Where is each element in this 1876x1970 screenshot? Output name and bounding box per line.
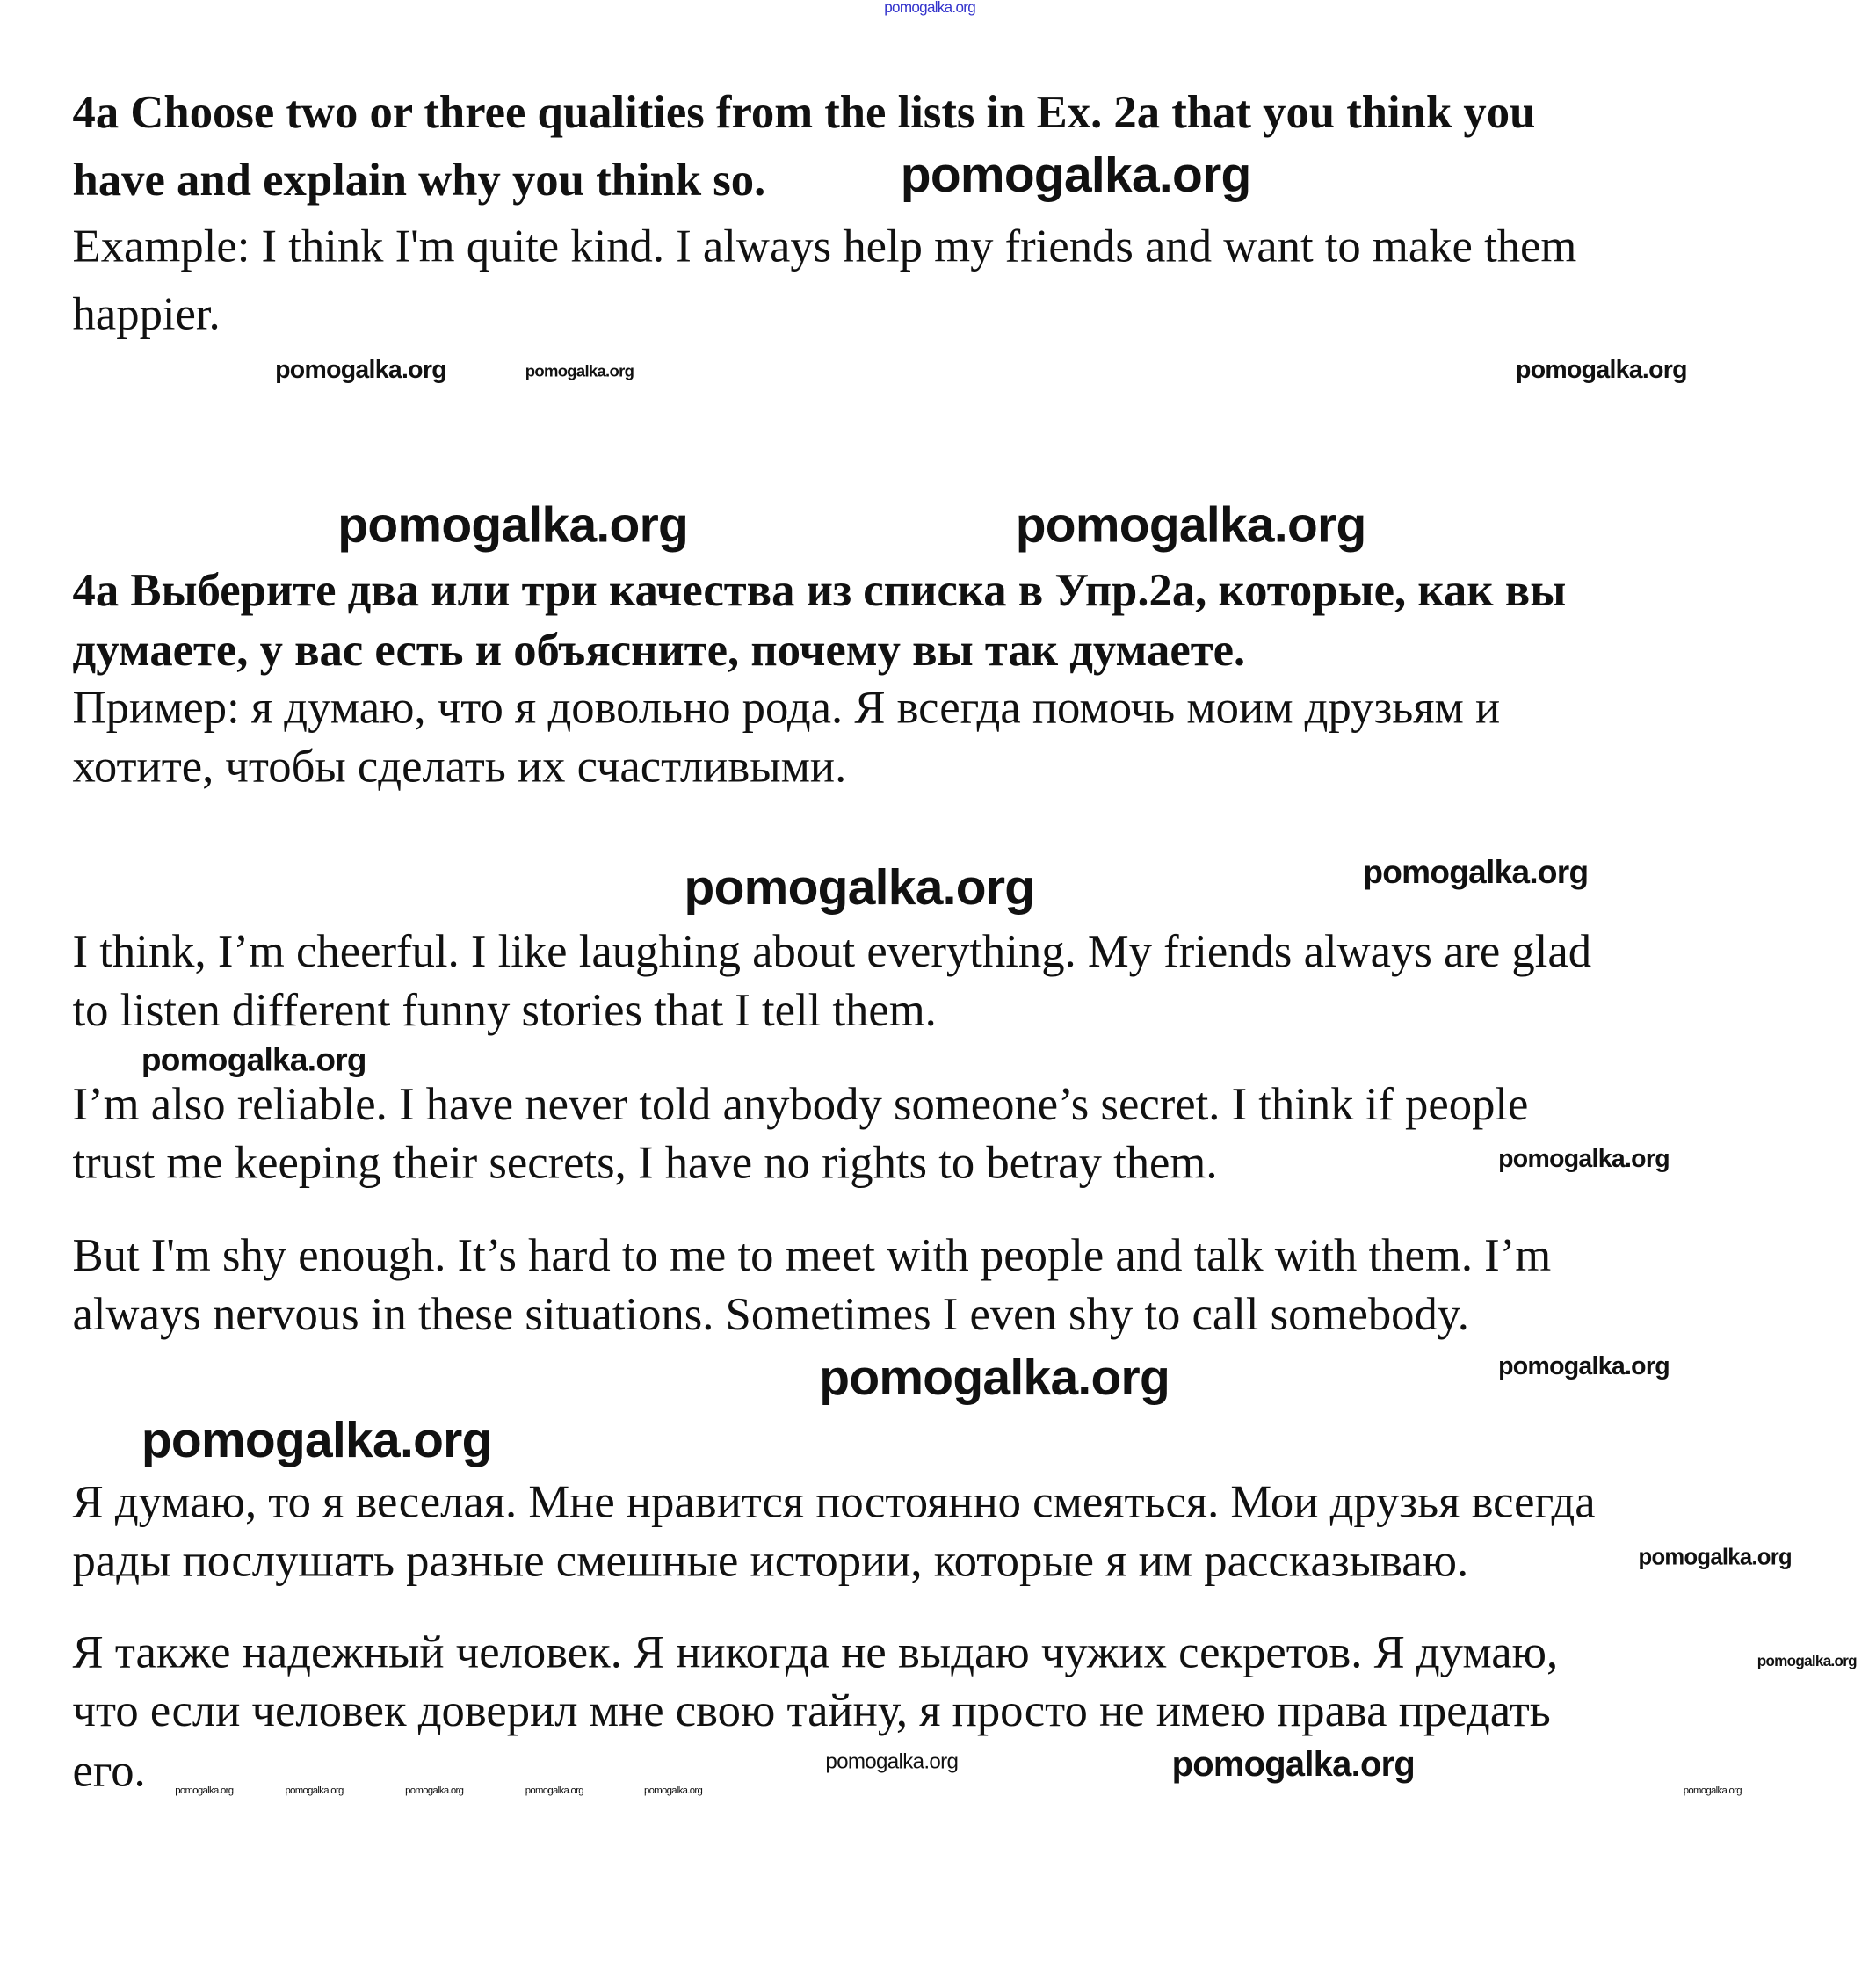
watermark: pomogalka.org — [1015, 497, 1366, 554]
header-watermark: pomogalka.org — [884, 0, 976, 17]
watermark: pomogalka.org — [1363, 852, 1589, 891]
watermark: pomogalka.org — [1683, 1785, 1742, 1796]
answer-en-paragraph-2-line-2: trust me keeping their secrets, I have no rights to betray them. — [72, 1138, 1218, 1190]
watermark: pomogalka.org — [1756, 1652, 1857, 1670]
task-ru-heading-line-2: думаете, у вас есть и объясните, почему вы так думаете. — [72, 625, 1246, 677]
watermark: pomogalka.org — [1498, 1353, 1670, 1381]
task-ru-heading-line-1: 4a Выберите два или три качества из списка в Упр.2а, которые, как вы — [72, 565, 1567, 617]
task-en-heading-line-1: 4a Choose two or three qualities from the lists in Ex. 2a that you think you — [72, 87, 1536, 139]
answer-en-paragraph-1-line-2: to listen different funny stories that I tell them. — [72, 985, 937, 1037]
task-en-example-line-2: happier. — [72, 288, 221, 341]
watermark: pomogalka.org — [819, 1351, 1170, 1406]
watermark: pomogalka.org — [141, 1413, 492, 1468]
watermark: pomogalka.org — [684, 860, 1035, 916]
watermark: pomogalka.org — [643, 1785, 703, 1796]
watermark: pomogalka.org — [1171, 1744, 1416, 1784]
answer-en-paragraph-3-line-1: But I'm shy enough. It’s hard to me to meet with people and talk with them. I’m — [72, 1230, 1552, 1282]
watermark: pomogalka.org — [405, 1785, 464, 1796]
watermark: pomogalka.org — [525, 1785, 583, 1796]
answer-ru-paragraph-2-line-3: его. — [72, 1745, 146, 1798]
watermark: pomogalka.org — [1516, 356, 1687, 384]
answer-ru-paragraph-2-line-1: Я также надежный человек. Я никогда не выдаю чужих секретов. Я думаю, — [72, 1626, 1559, 1679]
task-en-heading-line-2: have and explain why you think so. — [72, 155, 766, 206]
watermark: pomogalka.org — [285, 1785, 344, 1796]
answer-ru-paragraph-1-line-1: Я думаю, то я веселая. Мне нравится постоянно смеяться. Мои друзья всегда — [72, 1476, 1596, 1529]
watermark: pomogalka.org — [1498, 1145, 1670, 1174]
watermark: pomogalka.org — [337, 497, 689, 554]
watermark: pomogalka.org — [141, 1040, 366, 1078]
answer-ru-paragraph-1-line-2: рады послушать разные смешные истории, которые я им рассказываю. — [72, 1535, 1469, 1588]
watermark: pomogalka.org — [825, 1749, 959, 1774]
watermark: pomogalka.org — [1638, 1544, 1792, 1570]
watermark: pomogalka.org — [175, 1785, 234, 1796]
watermark: pomogalka.org — [900, 147, 1251, 203]
task-ru-example-line-2: хотите, чтобы сделать их счастливыми. — [72, 742, 847, 793]
watermark: pomogalka.org — [525, 361, 634, 380]
task-ru-example-line-1: Пример: я думаю, что я довольно рода. Я всегда помочь моим друзьям и — [72, 683, 1501, 735]
answer-en-paragraph-3-line-2: always nervous in these situations. Sometimes I even shy to call somebody. — [72, 1289, 1469, 1341]
task-en-example-line-1: Example: I think I'm quite kind. I always help my friends and want to make them — [72, 221, 1577, 273]
answer-en-paragraph-2-line-1: I’m also reliable. I have never told anybody someone’s secret. I think if people — [72, 1079, 1529, 1131]
answer-en-paragraph-1-line-1: I think, I’m cheerful. I like laughing about everything. My friends always are glad — [72, 926, 1592, 979]
answer-ru-paragraph-2-line-2: что если человек доверил мне свою тайну, я просто не имею права предать — [72, 1685, 1551, 1737]
watermark: pomogalka.org — [275, 356, 446, 384]
